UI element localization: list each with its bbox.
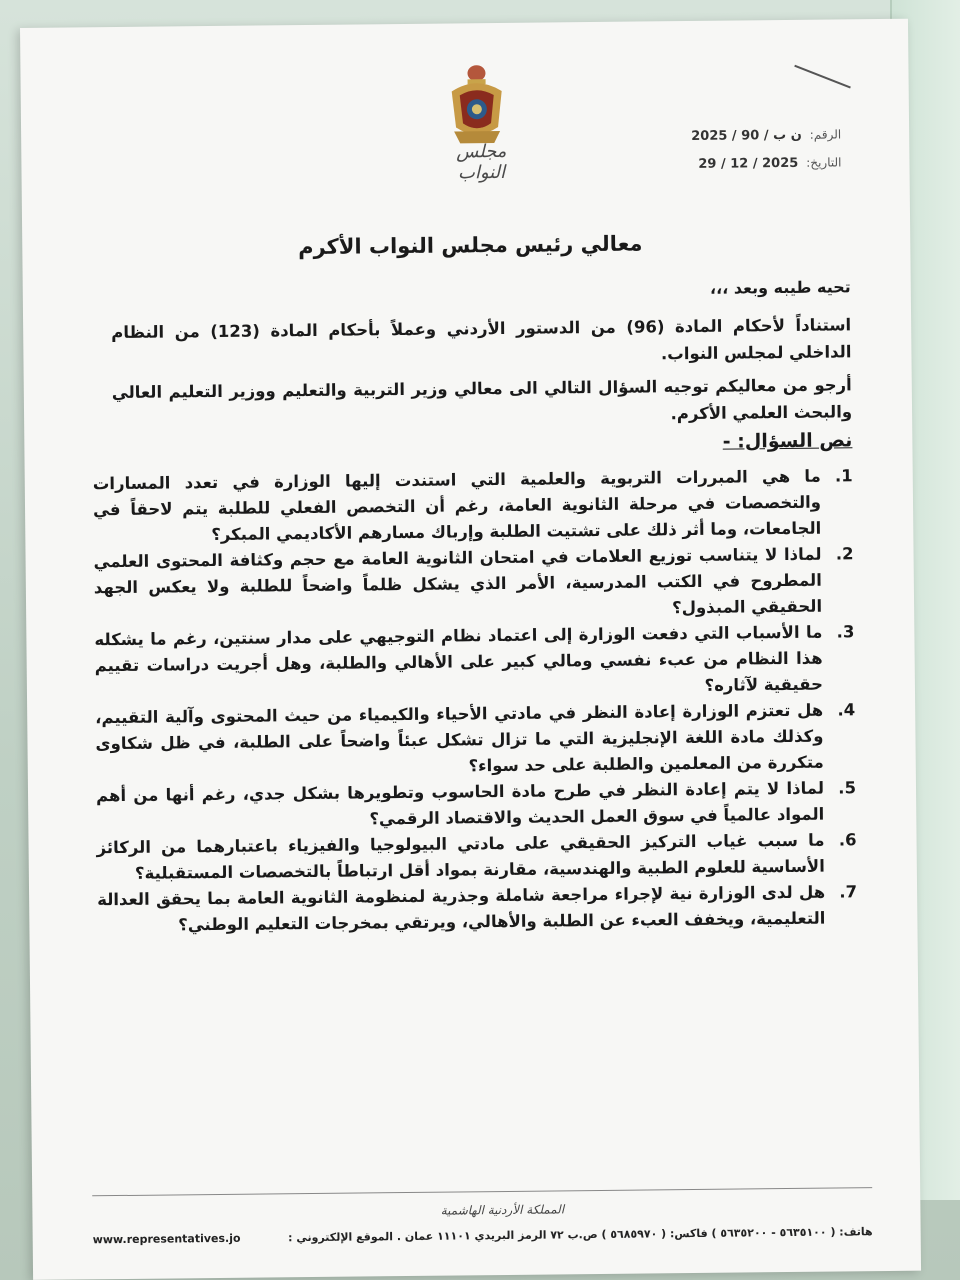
- paragraph-legal-basis: استناداً لأحكام المادة (96) من الدستور الأردني وعملاً بأحكام المادة (123) من النظام الداخلي لمجلس النواب.: [111, 315, 852, 364]
- question-item: [93, 541, 854, 627]
- question-item: [97, 879, 858, 939]
- question-text: هل تعتزم الوزارة إعادة النظر في مادتي الأحياء والكيمياء من حيث المحتوى وآلية التقييم، وكذلك مادة اللغة الإنجليزية التي ما تزال تشكل عبئاً واضحاً على الطلبة، في ظل شكاوى متكررة من المعلمين والطلبة على حد سواء؟: [95, 700, 824, 776]
- question-text: ما سبب غياب التركيز الحقيقي على مادتي البيولوجيا والفيزياء باعتبارهما من الركائز الأساسية للعلوم الطبية والهندسية، مقارنة بمواد أقل ارتباطاً بالتخصصات المستقبلية؟: [96, 830, 825, 883]
- question-number: 4.: [837, 700, 856, 720]
- letter-page: [20, 19, 921, 1280]
- question-item: [93, 463, 854, 549]
- kingdom-name: المملكة الأردنية الهاشمية: [440, 1202, 565, 1218]
- question-number: 2.: [835, 544, 854, 564]
- coat-of-arms-icon: [445, 61, 508, 150]
- question-text: ما الأسباب التي دفعت الوزارة إلى اعتماد نظام التوجيهي على مدار سنتين، رغم ما يشكله هذا النظام من عبء نفسي ومالي كبير على الأهالي والطلبة، وهل أجريت دراسات تقييم حقيقية لآثاره؟: [94, 622, 824, 695]
- question-item: [96, 775, 857, 835]
- contact-details: هاتف: ( ٥٦٣٥١٠٠ - ٥٦٣٥٢٠٠ ) فاكس: ( ٥٦٨٥٩٧٠ ) ص.ب ٧٢ الرمز البريدي ١١١٠١ عمان . الموقع الإلكتروني :: [288, 1225, 873, 1245]
- institution-name: مجلس النواب: [456, 140, 507, 184]
- website-link[interactable]: www.representatives.jo: [92, 1231, 241, 1247]
- greeting: تحيه طيبه وبعد ،،،: [709, 277, 851, 298]
- footer-contact: [93, 1225, 873, 1246]
- question-number: 5.: [838, 778, 857, 798]
- questions-heading: نص السؤال: -: [722, 429, 853, 453]
- paragraph-request: أرجو من معاليكم توجيه السؤال التالي الى معالي وزير التربية والتعليم ووزير التعليم العالي والبحث العلمي الأكرم.: [111, 375, 853, 424]
- question-number: 6.: [838, 830, 857, 850]
- footer-divider: [92, 1187, 872, 1196]
- reference-block: [671, 127, 842, 185]
- date-value: 29 / 12 / 2025: [698, 155, 799, 172]
- pen-mark: [794, 65, 851, 89]
- question-text: ما هي المبررات التربوية والعلمية التي استندت إليها الوزارة في تعدد المسارات والتخصصات في مرحلة الثانوية العامة، رغم أن التخصص الفعلي للطلبة يتم لاحقاً في الجامعات، وما أثر ذلك على تشتيت الطلبة وإرباك مسارهم الأكاديمي المبكر؟: [92, 466, 822, 545]
- question-item: [94, 619, 855, 705]
- ref-value: ن ب / 90 / 2025: [691, 127, 802, 144]
- question-number: 1.: [834, 466, 853, 486]
- question-text: هل لدى الوزارة نية لإجراء مراجعة شاملة وجذرية لمنظومة الثانوية العامة بما يحقق العدالة التعليمية، ويخفف العبء عن الطلبة والأهالي، ويرتقي بمخرجات التعليم الوطني؟: [97, 882, 826, 935]
- question-text: لماذا لا يتم إعادة النظر في طرح مادة الحاسوب وتطويرها بشكل جدي، رغم أنها من أهم المواد عالمياً في سوق العمل الحديث والاقتصاد الرقمي؟: [95, 778, 825, 829]
- questions-list: [93, 463, 858, 939]
- addressee: معالي رئيس مجلس النواب الأكرم: [297, 231, 643, 260]
- ref-label: الرقم:: [809, 127, 842, 142]
- question-number: 3.: [836, 622, 855, 642]
- question-number: 7.: [839, 882, 858, 902]
- date-label: التاريخ:: [806, 155, 842, 170]
- question-item: [95, 697, 856, 783]
- question-item: [96, 827, 857, 887]
- question-text: لماذا لا يتناسب توزيع العلامات في امتحان الثانوية العامة مع حجم وكثافة المحتوى العلمي المطروح في الكتب المدرسية، الأمر الذي يشكل ظلماً واضحاً للطلبة ولا يعكس الجهد الحقيقي المبذول؟: [93, 544, 823, 618]
